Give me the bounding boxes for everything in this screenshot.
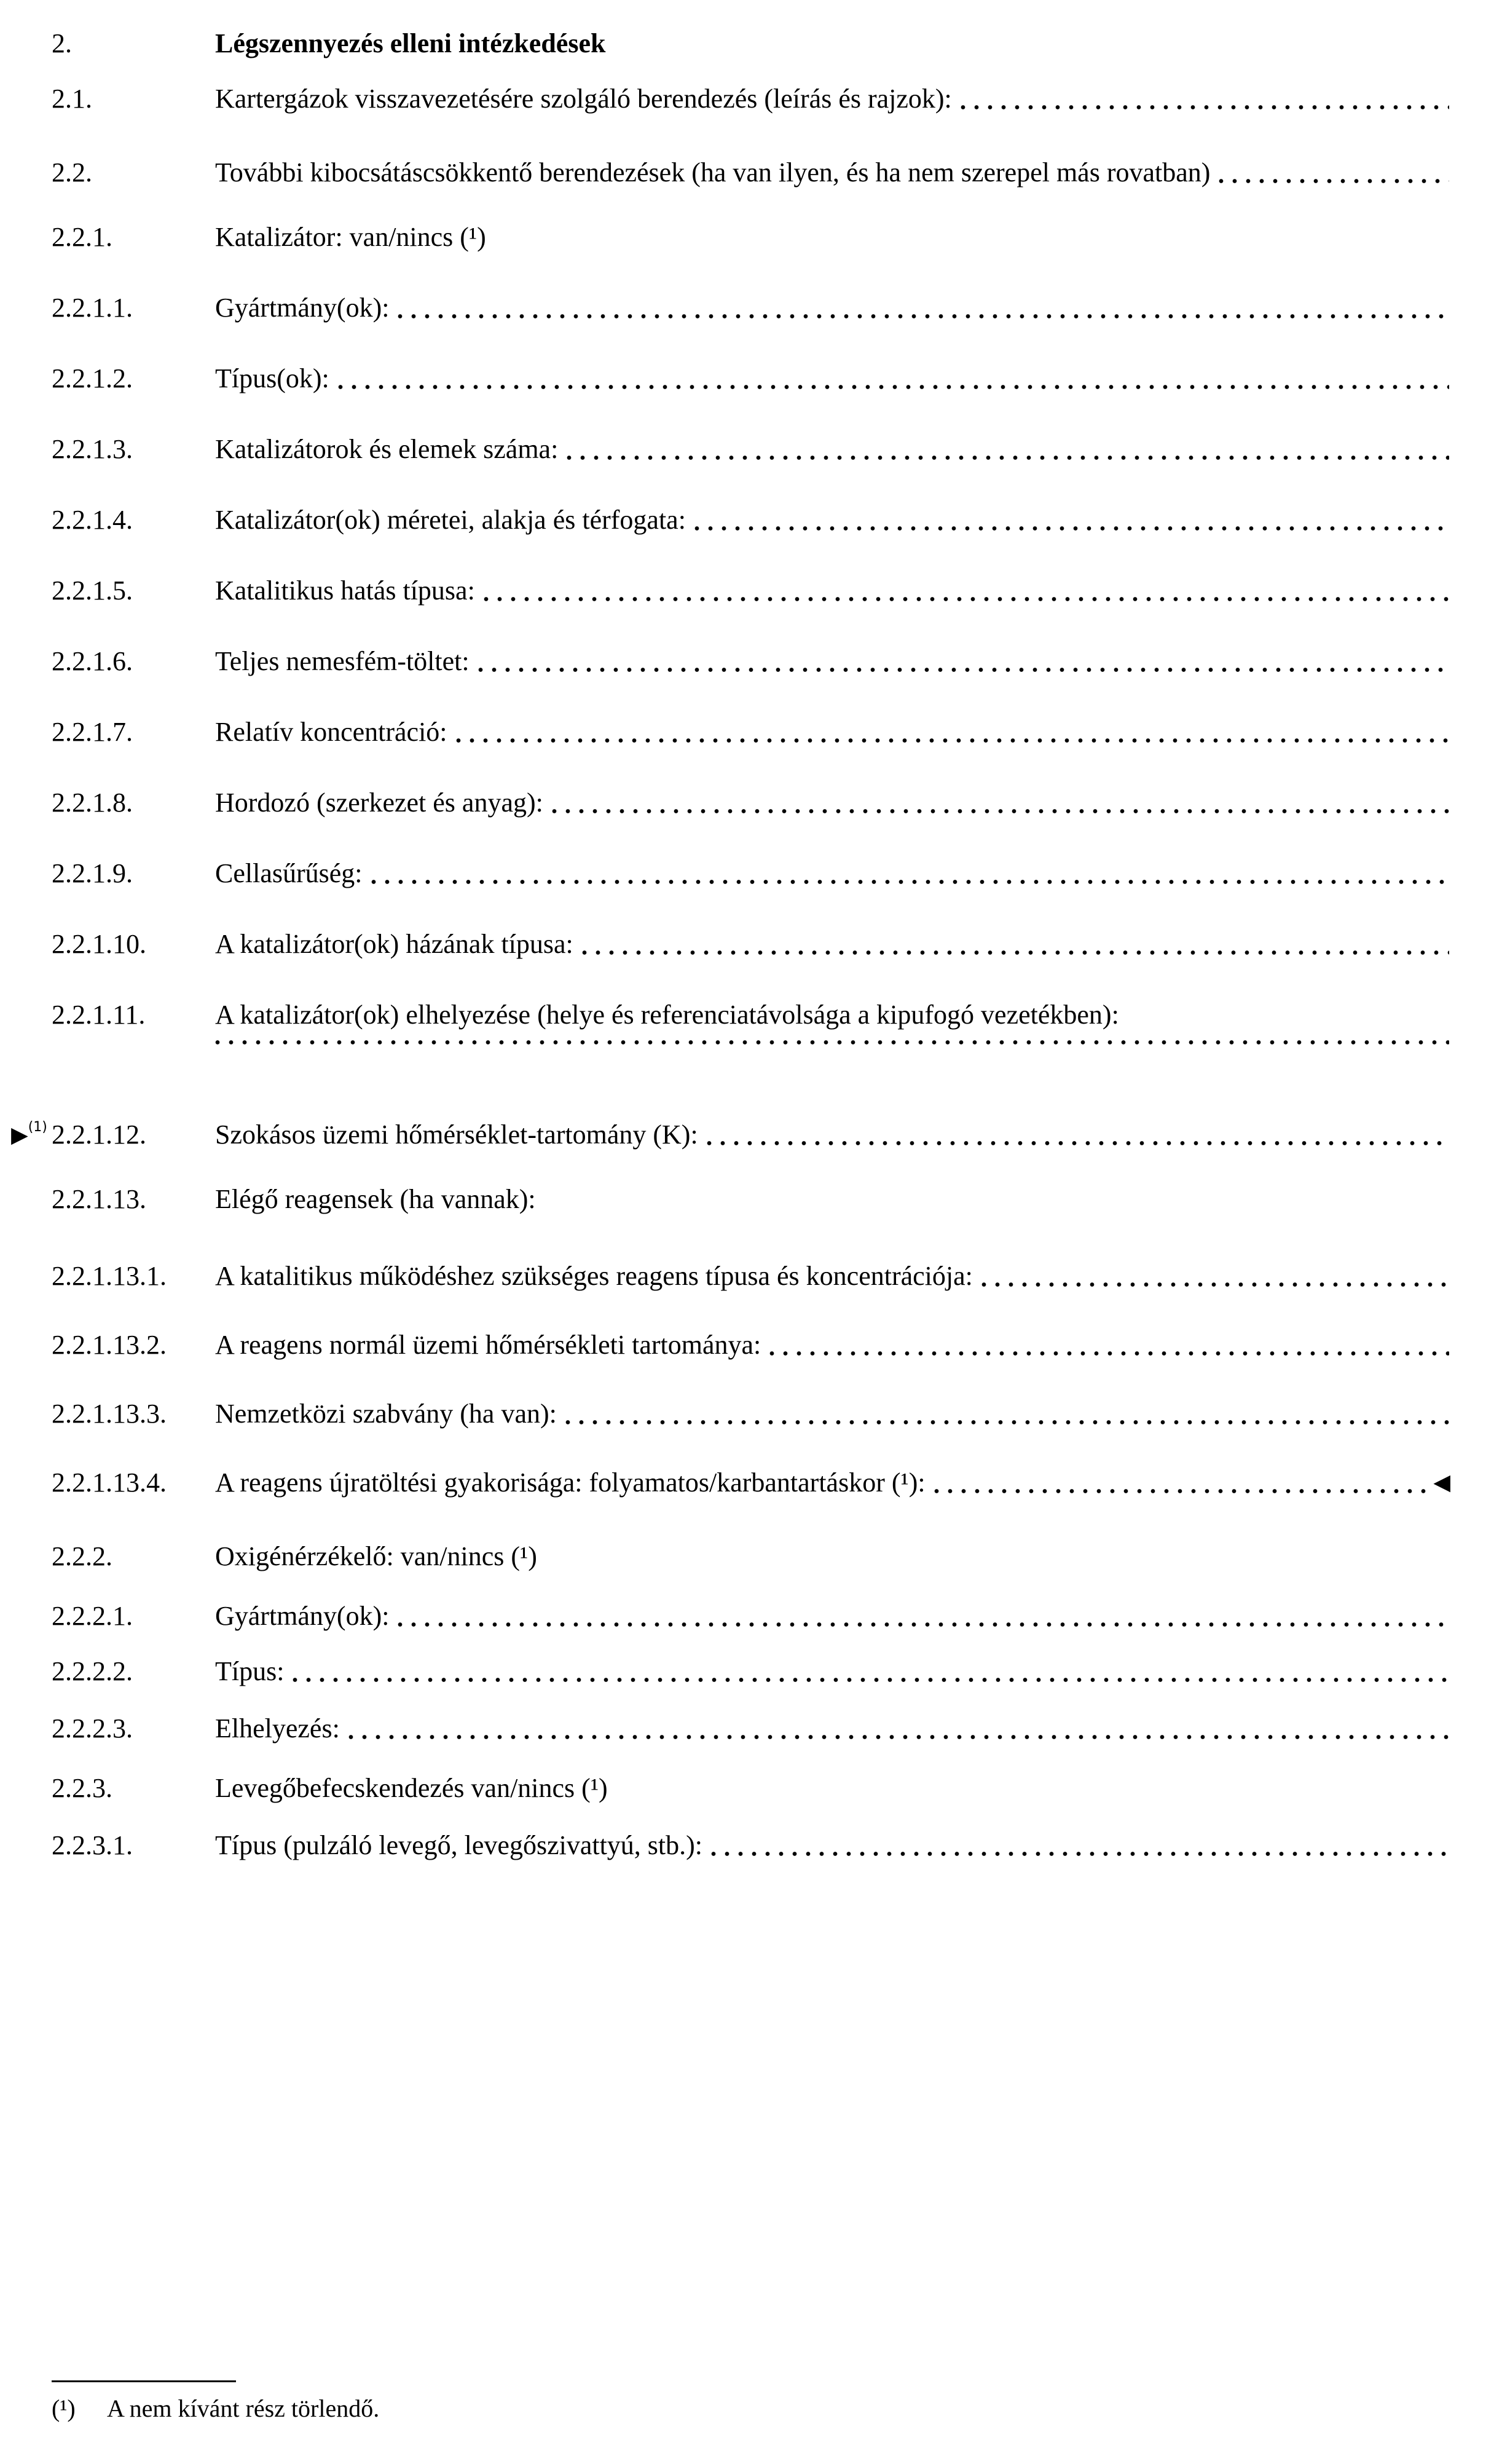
form-item-row — [52, 1829, 1450, 1862]
dotted-fill-line — [973, 1260, 1450, 1293]
form-item-row — [52, 1655, 1450, 1688]
continuation-fill-row — [52, 1051, 1450, 1084]
item-number: 2.2.2. — [52, 1541, 112, 1571]
item-number: 2.2.1.13.2. — [52, 1330, 167, 1360]
item-number: 2.2.1.13.4. — [52, 1467, 167, 1498]
dotted-fill-line — [686, 503, 1450, 537]
dotted-fill-line — [389, 1600, 1450, 1633]
item-label: Elhelyezés: — [215, 1713, 340, 1743]
item-number: 2.2.3.1. — [52, 1830, 133, 1860]
item-number: 2.2.1.11. — [52, 1000, 146, 1030]
item-number: 2.2. — [52, 157, 92, 188]
form-item-row — [52, 574, 1450, 607]
item-number: 2.2.2.2. — [52, 1656, 133, 1686]
dotted-fill-line — [698, 1118, 1450, 1151]
item-label: Katalizátor(ok) méretei, alakja és térfogata: — [215, 505, 686, 535]
dotted-fill-line — [1210, 156, 1450, 189]
item-number: 2.2.1.4. — [52, 505, 133, 535]
dotted-fill-line — [284, 1655, 1450, 1688]
item-label: Elégő reagensek (ha vannak): — [215, 1184, 536, 1214]
form-item-row — [52, 503, 1450, 537]
item-label: Kartergázok visszavezetésére szolgáló berendezés (leírás és rajzok): — [215, 84, 952, 114]
dotted-fill-line — [558, 433, 1450, 466]
form-item-row — [52, 1397, 1450, 1431]
amendment-start-marker — [11, 1121, 47, 1147]
form-item-row — [52, 1329, 1450, 1362]
item-number: 2.2.1.13.3. — [52, 1399, 167, 1429]
form-item-row — [52, 1540, 1450, 1573]
form-item-row — [52, 1600, 1450, 1633]
item-number: 2.2.1.13. — [52, 1184, 146, 1214]
form-item-row — [52, 291, 1450, 325]
form-item-row — [52, 1183, 1450, 1216]
item-number: 2.2.1. — [52, 222, 112, 252]
form-item-row — [52, 82, 1450, 116]
form-item-row — [52, 221, 1450, 254]
form-item-row — [52, 433, 1450, 466]
item-number: 2.2.2.3. — [52, 1713, 133, 1743]
item-number: 2.2.2.1. — [52, 1601, 133, 1631]
item-number: 2.2.1.7. — [52, 717, 133, 747]
item-label: Teljes nemesfém-töltet: — [215, 646, 470, 676]
form-item-row — [52, 1466, 1450, 1499]
dotted-fill-line — [340, 1712, 1450, 1745]
dotted-fill-line — [926, 1466, 1431, 1499]
item-label: A katalizátor(ok) házának típusa: — [215, 929, 573, 959]
item-label: Katalitikus hatás típusa: — [215, 575, 475, 606]
item-label: Nemzetközi szabvány (ha van): — [215, 1399, 557, 1429]
item-number: 2.1. — [52, 84, 92, 114]
dotted-fill-line — [363, 857, 1450, 890]
item-number: 2.2.1.12. — [52, 1119, 146, 1150]
item-label: A katalizátor(ok) elhelyezése (helye és referenciatávolsága a kipufogó vezetékben): — [215, 1000, 1119, 1030]
item-label: Relatív koncentráció: — [215, 717, 447, 747]
dotted-fill-line — [470, 645, 1450, 678]
document-body — [11, 27, 1450, 1862]
footnote-area — [52, 2380, 1450, 2424]
form-item-row — [52, 716, 1450, 749]
item-label: Típus: — [215, 1656, 285, 1686]
footnote-text: A nem kívánt rész törlendő. — [107, 2395, 380, 2422]
footnote — [52, 2393, 1450, 2424]
dotted-fill-line — [573, 928, 1450, 961]
item-label: Gyártmány(ok): — [215, 1601, 390, 1631]
footnote-rule — [52, 2380, 236, 2382]
footnote-marker: (¹) — [52, 2395, 76, 2422]
item-label: Levegőbefecskendezés van/nincs (¹) — [215, 1773, 608, 1803]
item-label: További kibocsátáscsökkentő berendezések (ha van ilyen, és ha nem szerepel más rovatban) — [215, 157, 1211, 188]
item-label: Cellasűrűség: — [215, 858, 363, 888]
form-item-row — [52, 857, 1450, 890]
form-item-row — [52, 645, 1450, 678]
item-number: 2.2.1.13.1. — [52, 1261, 167, 1291]
form-item-row — [11, 1118, 1450, 1151]
section-number: 2. — [52, 28, 72, 58]
item-number: 2.2.1.5. — [52, 575, 133, 606]
amendment-note-ref: (1) — [28, 1119, 47, 1135]
item-number: 2.2.1.2. — [52, 363, 133, 393]
triangle-right-icon: ▶ — [11, 1123, 28, 1148]
dotted-fill-line — [702, 1829, 1450, 1862]
form-item-row — [52, 928, 1450, 961]
dotted-fill-line — [952, 82, 1450, 116]
item-number: 2.2.1.6. — [52, 646, 133, 676]
dotted-fill-line — [389, 291, 1450, 325]
form-item-row — [52, 998, 1450, 1032]
item-number: 2.2.1.9. — [52, 858, 133, 888]
dotted-fill-line — [557, 1397, 1450, 1431]
item-number: 2.2.1.3. — [52, 434, 133, 464]
item-label: Típus (pulzáló levegő, levegőszivattyú, stb.): — [215, 1830, 703, 1860]
item-label: Hordozó (szerkezet és anyag): — [215, 788, 543, 818]
item-label: Katalizátorok és elemek száma: — [215, 434, 559, 464]
amendment-end-marker: ◀ — [1433, 1470, 1450, 1495]
dotted-fill-line — [475, 574, 1450, 607]
form-item-row — [52, 1772, 1450, 1805]
item-label: A reagens újratöltési gyakorisága: folyamatos/karbantartáskor (¹): — [215, 1467, 926, 1498]
item-number: 2.2.1.10. — [52, 929, 146, 959]
dotted-fill-line — [543, 786, 1450, 819]
item-label: Oxigénérzékelő: van/nincs (¹) — [215, 1541, 537, 1571]
item-number: 2.2.3. — [52, 1773, 112, 1803]
dotted-fill-line — [329, 362, 1450, 395]
dotted-fill-line — [447, 716, 1450, 749]
dotted-fill-line — [761, 1329, 1450, 1362]
item-number: 2.2.1.1. — [52, 293, 133, 323]
item-label: Típus(ok): — [215, 363, 329, 393]
item-label: Szokásos üzemi hőmérséklet-tartomány (K): — [215, 1119, 698, 1150]
form-item-row — [52, 362, 1450, 395]
form-item-row — [52, 1260, 1450, 1293]
form-item-row — [52, 156, 1450, 189]
form-item-row — [52, 1712, 1450, 1745]
item-label: Katalizátor: van/nincs (¹) — [215, 222, 486, 252]
form-item-row — [52, 786, 1450, 819]
section-title: Légszennyezés elleni intézkedések — [215, 28, 606, 58]
item-number: 2.2.1.8. — [52, 788, 133, 818]
section-header-row — [52, 27, 1450, 60]
item-label: Gyártmány(ok): — [215, 293, 390, 323]
item-label: A katalitikus működéshez szükséges reagens típusa és koncentrációja: — [215, 1261, 973, 1291]
item-label: A reagens normál üzemi hőmérsékleti tartománya: — [215, 1330, 761, 1360]
